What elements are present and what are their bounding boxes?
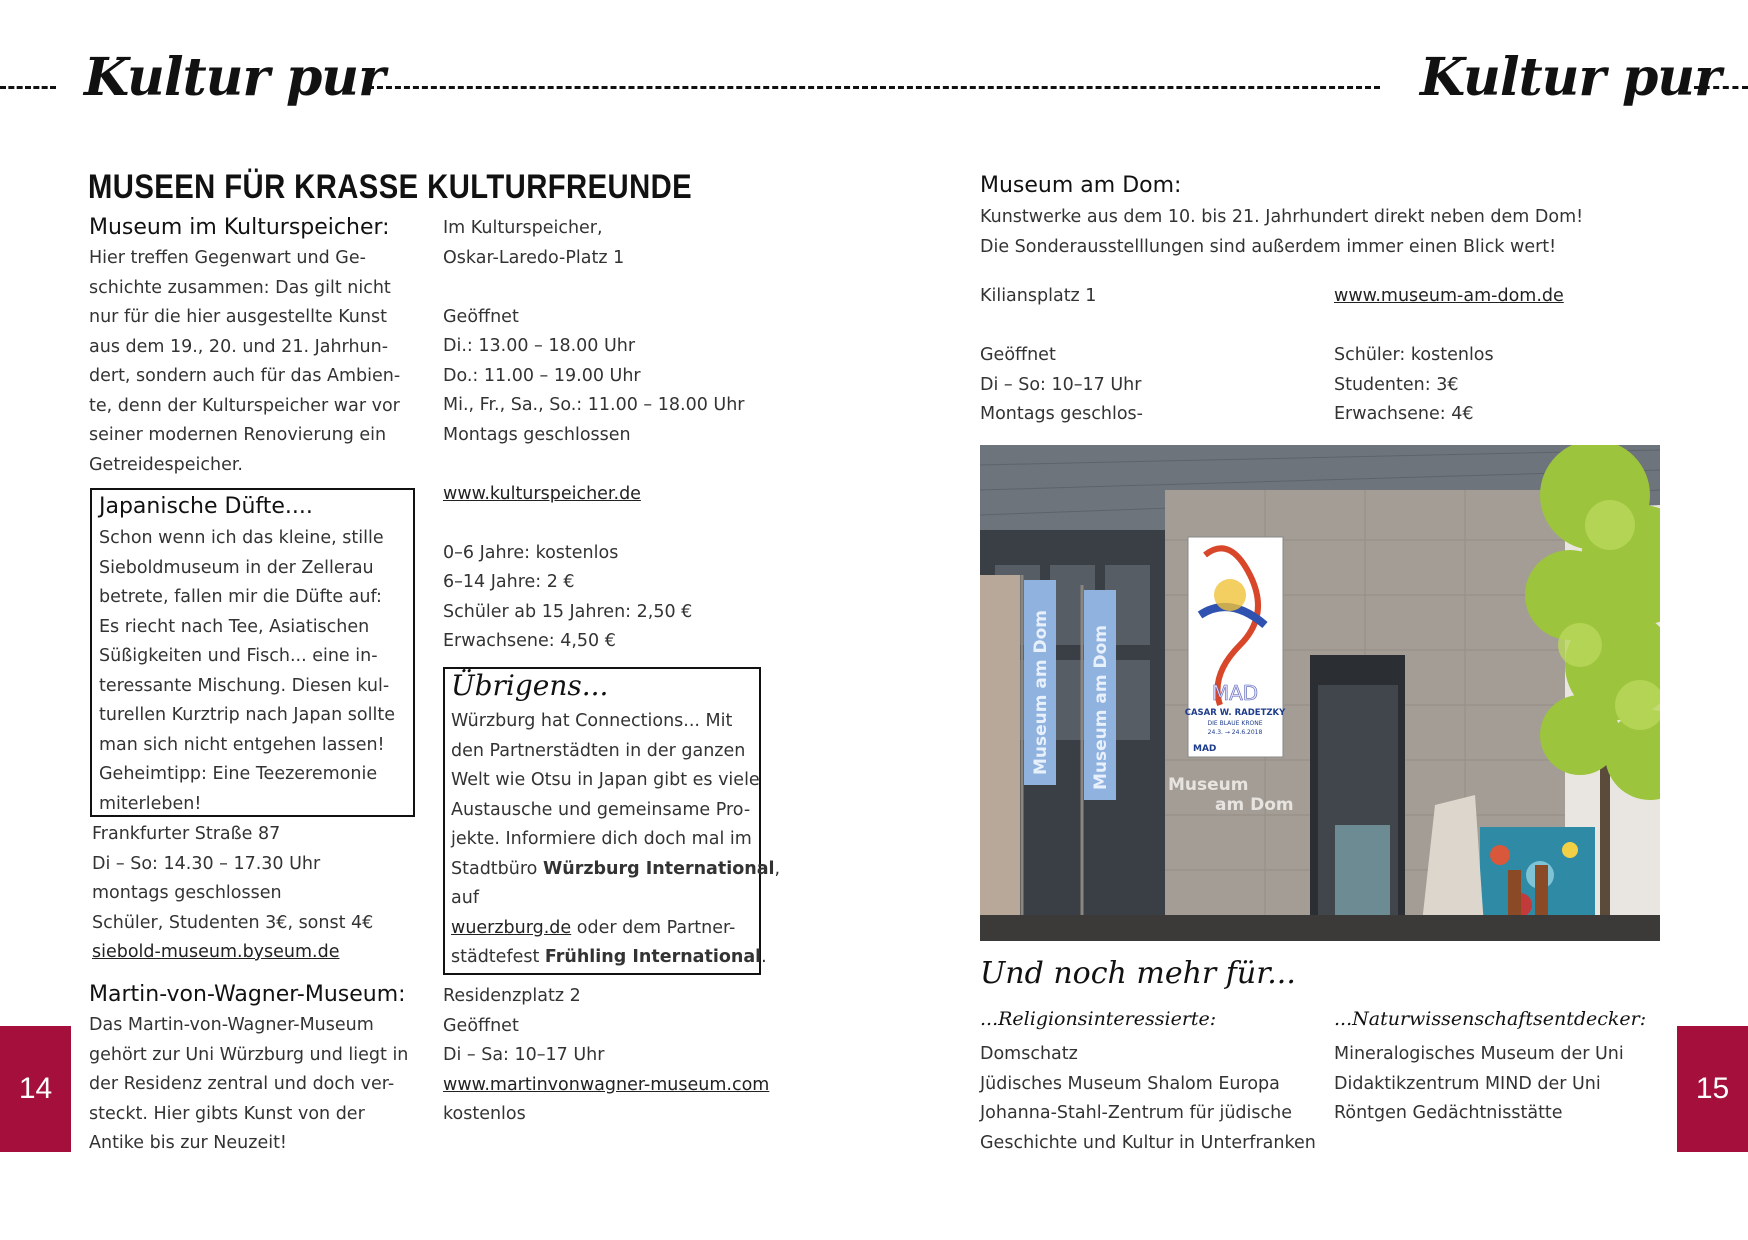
list-item: Mineralogisches Museum der Uni (1334, 1044, 1624, 1064)
kulturspeicher-link[interactable]: www.kulturspeicher.de (443, 483, 641, 504)
info-line: Schüler, Studenten 3€, sonst 4€ (92, 912, 374, 933)
address-line: Oskar-Laredo-Platz 1 (443, 247, 625, 268)
poster-logo: MAD (1193, 744, 1217, 754)
uebrigens-box-text (451, 707, 780, 973)
text-line: gehört zur Uni Würzburg und liegt in (89, 1044, 409, 1065)
text-line: steckt. Hier gibts Kunst von der (89, 1103, 365, 1124)
info-line: Di – So: 14.30 – 17.30 Uhr (92, 853, 321, 874)
poster-sub: DIE BLAUE KRONE (1207, 720, 1263, 727)
hours-line: Montags geschlos- (980, 404, 1143, 424)
section-title: MUSEEN FÜR KRASSE KULTURFREUNDE (88, 168, 693, 206)
price-line: Schüler: kostenlos (1334, 345, 1494, 365)
list-item: Jüdisches Museum Shalom Europa (980, 1073, 1280, 1094)
religion-list (980, 1040, 1316, 1158)
text-part: Stadtbüro (451, 858, 543, 879)
poster-dates: 24.3. → 24.6.2018 (1207, 729, 1263, 736)
religion-title: ...Religionsinteressierte: (980, 1008, 1217, 1030)
uebrigens-box-title: Übrigens... (451, 669, 609, 702)
hours-line: Do.: 11.00 – 19.00 Uhr (443, 365, 641, 386)
info-line: kostenlos (443, 1104, 526, 1124)
text-line: te, denn der Kulturspeicher war vor (89, 395, 400, 416)
hours-line: Mi., Fr., Sa., So.: 11.00 – 18.00 Uhr (443, 395, 745, 415)
text-line: aus dem 19., 20. und 21. Jahrhun- (89, 336, 389, 357)
wagner-info (443, 982, 773, 1130)
text-line: Hier treffen Gegenwart und Ge- (89, 248, 366, 268)
facade-lettering-1: Museum (1168, 775, 1249, 795)
text-part: städtefest (451, 947, 545, 967)
science-title: ...Naturwissenschaftsentdecker: (1334, 1008, 1647, 1030)
dom-title: Museum am Dom: (980, 173, 1182, 198)
header-title-right: Kultur pur (1420, 47, 1721, 108)
banner-text-1: Museum am Dom (1031, 609, 1051, 775)
hours-title: Geöffnet (443, 306, 519, 327)
list-item: Geschichte und Kultur in Unterfranken (980, 1132, 1316, 1153)
text-line: Sieboldmuseum in der Zellerau (99, 557, 374, 578)
price-line: 0–6 Jahre: kostenlos (443, 542, 619, 563)
page-number-right: 15 (1677, 1026, 1748, 1152)
price-line: 6–14 Jahre: 2 € (443, 572, 575, 592)
header-title-left: Kultur pur (84, 47, 385, 108)
price-line: Studenten: 3€ (1334, 374, 1459, 395)
hours-line: Di – So: 10–17 Uhr (980, 374, 1142, 395)
price-line: Erwachsene: 4€ (1334, 404, 1474, 424)
text-line: schichte zusammen: Das gilt nicht (89, 277, 391, 298)
address-line: Kiliansplatz 1 (980, 286, 1097, 306)
header-dash-right (1694, 86, 1748, 89)
text-line: den Partnerstädten in der ganzen (451, 740, 746, 761)
poster-artist: CASAR W. RADETZKY (1184, 708, 1286, 718)
list-item: Johanna-Stahl-Zentrum für jüdische (980, 1103, 1293, 1123)
text-line: Würzburg hat Connections... Mit (451, 711, 733, 731)
hours-line: Montags geschlossen (443, 424, 631, 445)
kulturspeicher-info (443, 214, 773, 657)
list-item: Domschatz (980, 1044, 1078, 1064)
text-line: nur für die hier ausgestellte Kunst (89, 307, 387, 327)
text-part: , (774, 858, 781, 879)
text-line: man sich nicht entgehen lassen! (99, 734, 385, 755)
text-line (451, 855, 780, 885)
text-line: Welt wie Otsu in Japan gibt es viele (451, 770, 760, 790)
wagner-text (89, 1011, 419, 1159)
price-line: Erwachsene: 4,50 € (443, 631, 616, 651)
text-line: teressante Mischung. Diesen kul- (99, 675, 390, 696)
science-list (1334, 1040, 1624, 1129)
hours-line: Geöffnet (980, 345, 1056, 365)
banner-text-2: Museum am Dom (1091, 624, 1111, 790)
japan-box-text (99, 524, 395, 819)
japan-box-title: Japanische Düfte.... (99, 494, 313, 519)
header-dash-center (368, 86, 1380, 89)
info-line: Di – Sa: 10–17 Uhr (443, 1045, 605, 1065)
hours-line: Di.: 13.00 – 18.00 Uhr (443, 336, 636, 356)
text-line: Das Martin-von-Wagner-Museum (89, 1015, 374, 1035)
info-line: Residenzplatz 2 (443, 986, 581, 1006)
text-line: Kunstwerke aus dem 10. bis 21. Jahrhundert direkt neben dem Dom! (980, 207, 1584, 227)
kulturspeicher-text (89, 244, 419, 480)
japan-box (90, 488, 415, 817)
text-line: Austausche und gemeinsame Pro- (451, 799, 751, 820)
header-dash-left-1 (0, 86, 56, 89)
info-line: Frankfurter Straße 87 (92, 824, 281, 844)
text-line: auf (451, 888, 479, 908)
price-line: Schüler ab 15 Jahren: 2,50 € (443, 601, 693, 622)
wagner-title: Martin-von-Wagner-Museum: (89, 982, 406, 1007)
facade-lettering-2: am Dom (1215, 795, 1294, 815)
text-line: Schon wenn ich das kleine, stille (99, 528, 384, 548)
text-line: miterleben! (99, 793, 202, 814)
siebold-link[interactable]: siebold-museum.byseum.de (92, 942, 340, 962)
poster-title: MAD (1211, 681, 1259, 705)
wagner-link[interactable]: www.martinvonwagner-museum.com (443, 1074, 770, 1095)
list-item: Röntgen Gedächtnisstätte (1334, 1103, 1563, 1123)
text-line: betrete, fallen mir die Düfte auf: (99, 587, 382, 607)
text-line: Süßigkeiten und Fisch... eine in- (99, 646, 378, 666)
text-line (451, 943, 780, 973)
highlight-text: Frühling International (544, 947, 762, 967)
text-line: der Residenz zentral und doch ver- (89, 1074, 395, 1094)
text-line: turellen Kurztrip nach Japan sollte (99, 705, 395, 725)
siebold-info (92, 820, 422, 968)
museum-photo (980, 445, 1660, 941)
dom-link[interactable]: www.museum-am-dom.de (1334, 286, 1564, 306)
dom-text (980, 203, 1583, 262)
more-title: Und noch mehr für... (980, 956, 1296, 991)
address-line: Im Kulturspeicher, (443, 218, 603, 238)
text-line (451, 914, 780, 944)
uebrigens-box (443, 667, 781, 975)
text-line: Getreidespeicher. (89, 454, 243, 475)
text-line: dert, sondern auch für das Ambien- (89, 366, 401, 386)
dom-info-left (980, 282, 1143, 430)
text-line: Die Sonderausstelllungen sind außerdem immer einen Blick wert! (980, 236, 1557, 257)
wuerzburg-link[interactable]: wuerzburg.de (451, 917, 572, 938)
text-part: . (761, 947, 767, 967)
museum-photo-svg (980, 445, 1660, 941)
text-line: Es riecht nach Tee, Asiatischen (99, 616, 370, 637)
info-line: Geöffnet (443, 1015, 519, 1036)
kulturspeicher-title: Museum im Kulturspeicher: (89, 215, 390, 240)
text-part: oder dem Partner- (571, 917, 736, 938)
highlight-text: Würzburg International (542, 858, 775, 879)
dom-info-right (1334, 282, 1564, 430)
text-line: jekte. Informiere dich doch mal im (451, 829, 752, 849)
text-line: seiner modernen Renovierung ein (89, 425, 387, 445)
page-number-left: 14 (0, 1026, 71, 1152)
list-item: Didaktikzentrum MIND der Uni (1334, 1073, 1601, 1094)
text-line: Antike bis zur Neuzeit! (89, 1133, 287, 1153)
info-line: montags geschlossen (92, 883, 282, 903)
text-line: Geheimtipp: Eine Teezeremonie (99, 764, 378, 784)
